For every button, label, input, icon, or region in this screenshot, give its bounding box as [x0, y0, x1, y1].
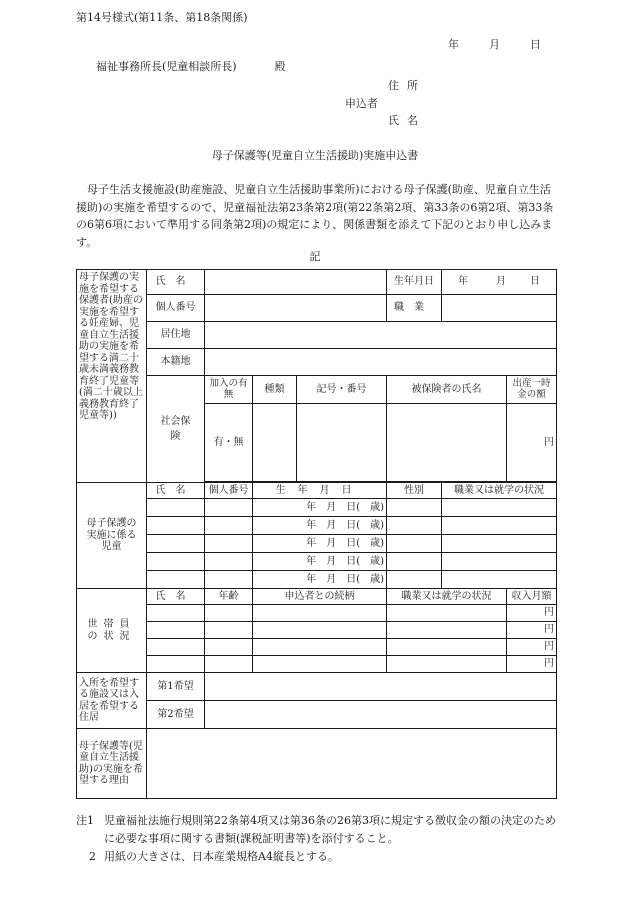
child-row [77, 571, 557, 589]
date-month: 月 [489, 38, 500, 51]
ins-insured-name-field[interactable] [387, 404, 507, 482]
guardian-name-field[interactable] [205, 270, 387, 295]
child-birth-field[interactable]: 年 月 日( 歳) [253, 517, 387, 535]
facility-second-field[interactable] [205, 701, 557, 729]
addressee [96, 60, 286, 73]
household-name-field[interactable] [147, 622, 205, 639]
child-name-field[interactable] [147, 553, 205, 571]
child-birth-field[interactable]: 年 月 日( 歳) [253, 535, 387, 553]
child-header-birth: 生年月日 [253, 483, 387, 499]
note-item [76, 848, 566, 866]
household-relation-field[interactable] [253, 656, 387, 673]
date-line [448, 38, 541, 51]
household-income-field[interactable]: 円 [507, 656, 557, 673]
ki-marker: 記 [309, 250, 321, 263]
household-header-income: 収入月額 [507, 589, 557, 605]
child-birth-field[interactable]: 年 月 日( 歳) [253, 571, 387, 589]
guardian-section-label: 母子保護の実施を希望する保護者(助産の実施を希望する妊産婦、児童自立生活援助の実施を希望する満二十歳未満義務教育終了児童等(満二十歳以上義務教育終了児童等)) [77, 270, 147, 483]
household-age-field[interactable] [205, 622, 253, 639]
household-relation-field[interactable] [253, 605, 387, 622]
household-relation-field[interactable] [253, 639, 387, 656]
child-gender-field[interactable] [387, 499, 442, 517]
child-row [77, 535, 557, 553]
household-row [77, 605, 557, 622]
household-section-label: 世帯員の状況 [77, 589, 147, 673]
child-id-field[interactable] [205, 535, 253, 553]
note-body: 児童福祉法施行規則第22条第4項又は第36条の26第3項に規定する徴収金の額の決定のために必要な事項に関する書類(課税証明書等)を添付すること。 [104, 814, 556, 845]
household-income-field[interactable]: 円 [507, 639, 557, 656]
child-id-field[interactable] [205, 499, 253, 517]
household-name-field[interactable] [147, 605, 205, 622]
ins-header-number: 記号・番号 [297, 376, 387, 404]
household-row [77, 656, 557, 673]
reason-field[interactable] [147, 729, 557, 799]
child-id-field[interactable] [205, 571, 253, 589]
facility-section-label: 入所を希望する施設又は入居を希望する住居 [77, 673, 147, 729]
child-id-field[interactable] [205, 517, 253, 535]
note-body: 用紙の大きさは、日本産業規格A4縦長とする。 [104, 850, 339, 863]
child-occupation-field[interactable] [442, 553, 557, 571]
household-age-field[interactable] [205, 605, 253, 622]
ins-number-field[interactable] [297, 404, 387, 482]
child-occupation-field[interactable] [442, 517, 557, 535]
note-head: 2 [89, 850, 96, 863]
household-row [77, 622, 557, 639]
household-relation-field[interactable] [253, 622, 387, 639]
ins-header-type: 種類 [253, 376, 297, 404]
child-header-gender: 性別 [387, 483, 442, 499]
household-income-field[interactable]: 円 [507, 622, 557, 639]
notes [76, 812, 566, 866]
guardian-residence-field[interactable] [205, 322, 557, 349]
applicant-label: 申込者 [345, 97, 378, 110]
form-number: 第14号様式(第11条、第18条関係) [76, 11, 248, 24]
facility-second-label: 第2希望 [147, 701, 205, 729]
household-occupation-field[interactable] [387, 639, 507, 656]
household-age-field[interactable] [205, 639, 253, 656]
document-title: 母子保護等(児童自立生活援助)実施申込書 [211, 149, 419, 162]
child-header-name: 氏名 [147, 483, 205, 499]
note-item [76, 812, 566, 848]
body-paragraph: 母子生活支援施設(助産施設、児童自立生活援助事業所)における母子保護(助産、児童自立生活援助)の実施を希望するので、児童福祉法第23条第2項(第22条第2項、第33条の6第2項、第33条の6第6項において準用する同条第2項)の規定により、関係書類を添えて下記のとおり申し込みます。 [76, 183, 554, 249]
children-section-label: 母子保護の実施に係る児童 [77, 483, 147, 589]
child-id-field[interactable] [205, 553, 253, 571]
child-name-field[interactable] [147, 571, 205, 589]
child-occupation-field[interactable] [442, 499, 557, 517]
guardian-domicile-label: 本籍地 [147, 349, 205, 376]
application-table [76, 269, 557, 799]
child-row [77, 553, 557, 571]
child-name-field[interactable] [147, 499, 205, 517]
guardian-birth-field[interactable] [442, 270, 557, 295]
child-occupation-field[interactable] [442, 571, 557, 589]
ins-enrolled-value[interactable]: 有・無 [205, 404, 253, 482]
ins-amount-field[interactable]: 円 [507, 404, 557, 482]
guardian-id-field[interactable] [205, 295, 387, 322]
household-row [77, 639, 557, 656]
household-header-occupation: 職業又は就学の状況 [387, 589, 507, 605]
guardian-birth-day: 日 [530, 276, 541, 288]
addressee-honorific: 殿 [274, 60, 286, 73]
child-gender-field[interactable] [387, 517, 442, 535]
child-birth-field[interactable]: 年 月 日( 歳) [253, 499, 387, 517]
household-income-field[interactable]: 円 [507, 605, 557, 622]
child-header-occupation: 職業又は就学の状況 [442, 483, 557, 499]
applicant-address-label: 住所 [388, 79, 426, 92]
date-year: 年 [448, 38, 459, 51]
ins-header-insured-name: 被保険者の氏名 [387, 376, 507, 404]
reason-section-label: 母子保護等(児童自立生活援助)の実施を希望する理由 [77, 729, 147, 799]
household-age-field[interactable] [205, 656, 253, 673]
child-header-id: 個人番号 [205, 483, 253, 499]
guardian-birth-month: 月 [496, 276, 507, 288]
household-header-age: 年齢 [205, 589, 253, 605]
ins-header-childbirth-amount: 出産一時金の額 [507, 376, 557, 404]
household-name-field[interactable] [147, 656, 205, 673]
guardian-name-label: 氏名 [147, 270, 205, 295]
guardian-residence-label: 居住地 [147, 322, 205, 349]
guardian-id-label: 個人番号 [147, 295, 205, 322]
insurance-label: 社会保険 [147, 376, 205, 483]
child-name-field[interactable] [147, 517, 205, 535]
facility-first-field[interactable] [205, 673, 557, 701]
note-head: 注1 [76, 814, 94, 827]
household-header-relation: 申込者との続柄 [253, 589, 387, 605]
guardian-domicile-field[interactable] [205, 349, 557, 376]
ins-header-enrolled: 加入の有無 [205, 376, 253, 404]
child-gender-field[interactable] [387, 553, 442, 571]
child-gender-field[interactable] [387, 535, 442, 553]
child-row [77, 517, 557, 535]
ins-type-field[interactable] [253, 404, 297, 482]
guardian-birth-year: 年 [458, 276, 469, 288]
child-occupation-field[interactable] [442, 535, 557, 553]
household-occupation-field[interactable] [387, 656, 507, 673]
household-occupation-field[interactable] [387, 605, 507, 622]
household-occupation-field[interactable] [387, 622, 507, 639]
guardian-birth-label: 生年月日 [387, 270, 442, 295]
guardian-job-label: 職業 [387, 295, 442, 322]
household-header-name: 氏名 [147, 589, 205, 605]
addressee-office: 福祉事務所長(児童相談所長) [96, 60, 237, 73]
child-row [77, 499, 557, 517]
guardian-job-field[interactable] [442, 295, 557, 322]
child-name-field[interactable] [147, 535, 205, 553]
child-gender-field[interactable] [387, 571, 442, 589]
date-day: 日 [530, 38, 541, 51]
child-birth-field[interactable]: 年 月 日( 歳) [253, 553, 387, 571]
facility-first-label: 第1希望 [147, 673, 205, 701]
applicant-name-label: 氏名 [388, 114, 426, 127]
household-name-field[interactable] [147, 639, 205, 656]
